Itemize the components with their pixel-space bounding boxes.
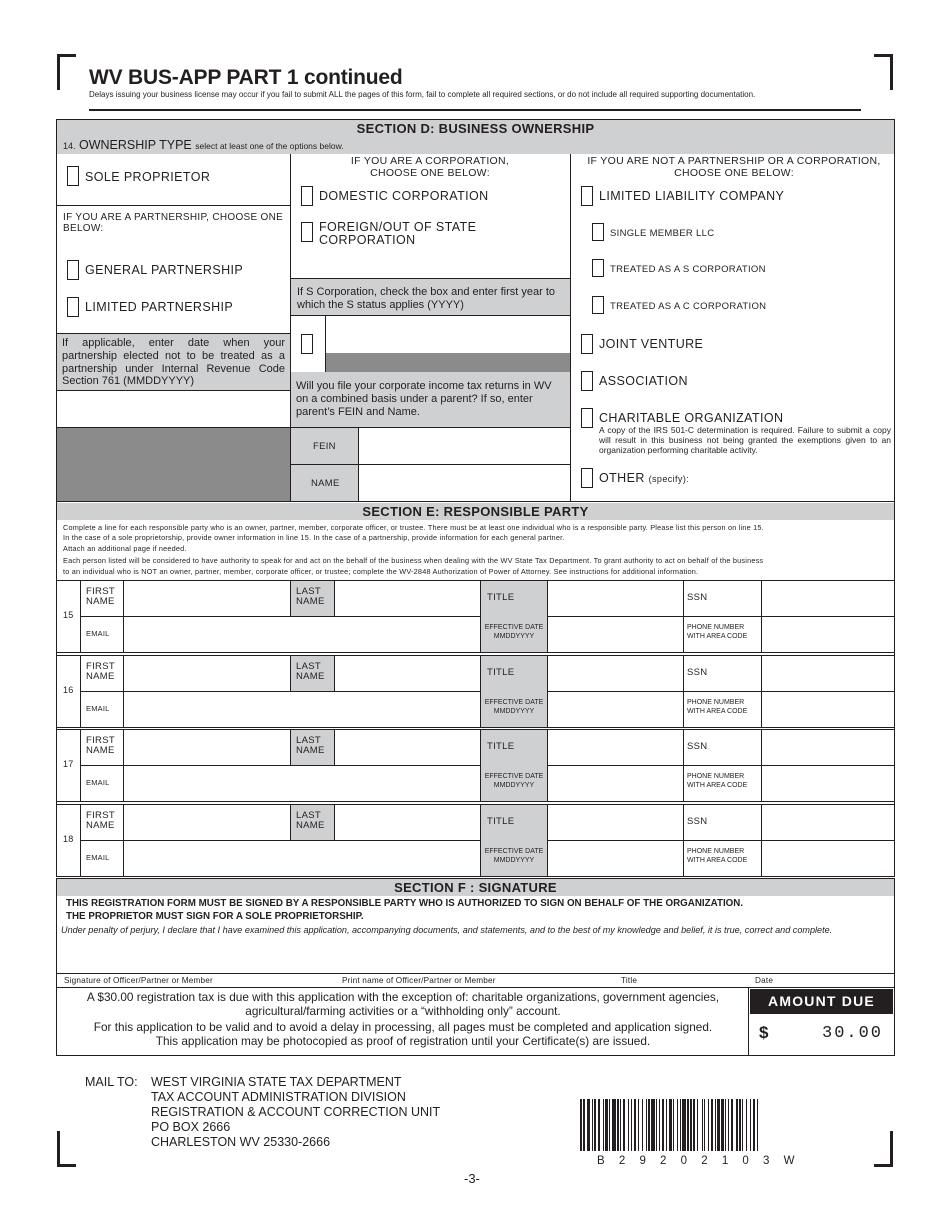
first-name-label-2: NAME: [86, 671, 115, 682]
email-input[interactable]: [124, 841, 480, 876]
barcode-bar: [583, 1099, 584, 1151]
party-row-number: 17: [63, 759, 74, 769]
ssn-label: SSN: [687, 741, 708, 752]
col1-shaded-block: [57, 428, 290, 501]
foreign-corp-label: FOREIGN/OUT OF STATE CORPORATION: [319, 220, 477, 247]
barcode-bar: [725, 1099, 726, 1151]
charitable-org-checkbox[interactable]: [581, 408, 593, 428]
ssn-label: SSN: [687, 816, 708, 827]
section-e-title: SECTION E: RESPONSIBLE PARTY: [57, 503, 894, 520]
domestic-corp-checkbox[interactable]: [301, 186, 313, 206]
corp-heading: IF YOU ARE A CORPORATION, CHOOSE ONE BELOW:: [350, 155, 510, 179]
effective-date-label-2: MMDDYYYY: [493, 857, 535, 864]
effective-date-input[interactable]: [548, 841, 683, 876]
parent-name-input[interactable]: [359, 465, 569, 501]
barcode-bar: [609, 1099, 610, 1151]
crop-mark-top-left: [57, 54, 76, 90]
barcode-bar: [598, 1099, 599, 1151]
title-label: Title: [621, 976, 638, 985]
email-input[interactable]: [124, 766, 480, 801]
general-partnership-checkbox[interactable]: [67, 260, 79, 280]
effective-date-label-1: EFFECTIVE DATE: [484, 624, 544, 631]
phone-input[interactable]: [762, 692, 893, 727]
ssn-label: SSN: [687, 667, 708, 678]
phone-input[interactable]: [762, 617, 893, 652]
effective-date-label-2: MMDDYYYY: [493, 782, 535, 789]
phone-label-2: WITH AREA CODE: [687, 708, 748, 715]
barcode-bar: [605, 1099, 607, 1151]
party-row-bottom-line: [57, 727, 894, 728]
first-name-label-2: NAME: [86, 596, 115, 607]
single-member-llc-checkbox[interactable]: [592, 223, 604, 241]
email-label: EMAIL: [86, 853, 110, 862]
barcode-bar: [587, 1099, 590, 1151]
llc-label: LIMITED LIABILITY COMPANY: [599, 189, 785, 203]
general-partnership-label: GENERAL PARTNERSHIP: [85, 263, 244, 277]
party-row-number: 16: [63, 685, 74, 695]
domestic-corp-label: DOMESTIC CORPORATION: [319, 189, 489, 203]
phone-label-2: WITH AREA CODE: [687, 633, 748, 640]
first-name-input[interactable]: [124, 805, 290, 840]
last-name-input[interactable]: [335, 581, 480, 616]
other-specify-input[interactable]: [690, 468, 890, 490]
question-hint: select at least one of the options below.: [195, 141, 344, 151]
treated-c-corp-checkbox[interactable]: [592, 296, 604, 314]
barcode-bar: [656, 1099, 657, 1151]
association-checkbox[interactable]: [581, 371, 593, 391]
last-name-label-1: LAST: [296, 810, 321, 821]
s-corp-note: If S Corporation, check the box and enter first year to which the S status applies (YYYY): [297, 286, 556, 311]
party-row-cell-divider: [80, 655, 81, 727]
section-d-col-divider-2: [570, 154, 571, 502]
association-label: ASSOCIATION: [599, 374, 688, 388]
last-name-label-1: LAST: [296, 735, 321, 746]
header-rule: [89, 109, 861, 111]
section-e-instructions-2: In the case of a sole proprietorship, provide owner information in line 15. In the case of a partnership, provide information for each general partner.: [63, 533, 565, 542]
barcode-bar: [651, 1099, 654, 1151]
last-name-label-2: NAME: [296, 671, 325, 682]
first-name-label-1: FIRST: [86, 586, 115, 597]
fein-input[interactable]: [359, 428, 569, 464]
charitable-org-label: CHARITABLE ORGANIZATION: [599, 411, 784, 425]
form-subtitle: Delays issuing your business license may occur if you fail to submit ALL the pages of this form, fail to complete all required sections, or do not include all required supporting documentation.: [89, 90, 756, 99]
partnership-heading: IF YOU ARE A PARTNERSHIP, CHOOSE ONE BELOW:: [63, 212, 284, 234]
barcode-bar: [728, 1099, 729, 1151]
phone-label-2: WITH AREA CODE: [687, 782, 748, 789]
phone-label-1: PHONE NUMBER: [687, 773, 745, 780]
barcode-bar: [690, 1099, 691, 1151]
email-input[interactable]: [124, 617, 480, 652]
party-row-cell-divider: [80, 580, 81, 652]
foreign-corp-checkbox[interactable]: [301, 222, 313, 242]
section-f-title: SECTION F : SIGNATURE: [57, 879, 894, 896]
title-input[interactable]: [548, 581, 683, 616]
sole-proprietor-checkbox[interactable]: [67, 166, 79, 186]
party-row-cell-divider: [80, 804, 81, 876]
limited-partnership-checkbox[interactable]: [67, 297, 79, 317]
partnership-date-note: If applicable, enter date when your partnership elected not to be treated as a partnership under Internal Revenue Code Section 761 (MMDDYYYY): [62, 337, 285, 388]
treated-s-corp-label: TREATED AS A S CORPORATION: [610, 264, 766, 275]
title-label: TITLE: [487, 667, 515, 678]
barcode-bar: [697, 1099, 698, 1151]
last-name-label-1: LAST: [296, 661, 321, 672]
barcode-bar: [693, 1099, 695, 1151]
party-row-cell-divider: [683, 580, 684, 652]
email-label: EMAIL: [86, 704, 110, 713]
barcode-bar: [631, 1099, 632, 1151]
combined-note: Will you file your corporate income tax returns in WV on a combined basis under a parent? If so, enter parent’s FEIN and Name.: [296, 380, 552, 418]
other-heading: IF YOU ARE NOT A PARTNERSHIP OR A CORPORATION, CHOOSE ONE BELOW:: [587, 155, 881, 179]
tax-note-4: This application may be photocopied as proof of registration until your Certificate(s) are issued.: [155, 1034, 651, 1048]
barcode-bar: [662, 1099, 664, 1151]
s-corp-year-input[interactable]: [326, 316, 569, 352]
section-f-bold-line-1: THIS REGISTRATION FORM MUST BE SIGNED BY A RESPONSIBLE PARTY WHO IS AUTHORIZED TO SIGN ON BEHALF OF THE ORGANIZATION.: [66, 898, 744, 909]
ssn-input[interactable]: [762, 581, 893, 616]
ssn-input[interactable]: [762, 805, 893, 840]
amount-due-header: AMOUNT DUE: [750, 989, 893, 1014]
section-f-bold-line-2: THE PROPRIETOR MUST SIGN FOR A SOLE PROPRIETORSHIP.: [66, 911, 364, 922]
tax-note-2: agricultural/farming activities or a “withholding only” account.: [245, 1004, 561, 1018]
party-row-bottom-line: [57, 876, 894, 877]
phone-label-2: WITH AREA CODE: [687, 857, 748, 864]
barcode-bar: [628, 1099, 629, 1151]
print-name-label: Print name of Officer/Partner or Member: [342, 976, 496, 985]
effective-date-input[interactable]: [548, 692, 683, 727]
last-name-label-2: NAME: [296, 745, 325, 756]
ssn-input[interactable]: [762, 730, 893, 765]
llc-checkbox[interactable]: [581, 186, 593, 206]
section-e-instructions-5: to an individual who is NOT an owner, partner, member, corporate officer, or trustee; complete the WV-2848 Authorization of Power of Attorney. See instructions for additional information.: [63, 567, 699, 576]
section-d-title: SECTION D: BUSINESS OWNERSHIP: [57, 120, 894, 137]
signature-label: Signature of Officer/Partner or Member: [64, 976, 213, 985]
title-input[interactable]: [548, 805, 683, 840]
single-member-llc-label: SINGLE MEMBER LLC: [610, 228, 715, 239]
title-label: TITLE: [487, 592, 515, 603]
amount-top-line: [57, 987, 894, 988]
col1-divider-a: [57, 205, 290, 206]
amount-value: 30.00: [822, 1024, 884, 1043]
title-input[interactable]: [548, 730, 683, 765]
mail-line-2: TAX ACCOUNT ADMINISTRATION DIVISION: [151, 1090, 406, 1104]
barcode-bar: [717, 1099, 720, 1151]
barcode-bar: [623, 1099, 625, 1151]
tax-note-1: A $30.00 registration tax is due with this application with the exception of: charitable organizations, government agencies,: [86, 990, 720, 1004]
last-name-input[interactable]: [335, 730, 480, 765]
parent-name-label: NAME: [311, 478, 340, 489]
other-text: OTHER: [599, 471, 645, 485]
barcode-bar: [680, 1099, 681, 1151]
treated-s-corp-checkbox[interactable]: [592, 259, 604, 277]
barcode-bar: [646, 1099, 647, 1151]
phone-input[interactable]: [762, 766, 893, 801]
joint-venture-label: JOINT VENTURE: [599, 337, 704, 351]
treated-c-corp-label: TREATED AS A C CORPORATION: [610, 301, 767, 312]
mail-line-3: REGISTRATION & ACCOUNT CORRECTION UNIT: [151, 1105, 441, 1119]
effective-date-input[interactable]: [548, 617, 683, 652]
ownership-type-label: [63, 138, 344, 152]
first-name-label-1: FIRST: [86, 661, 115, 672]
effective-date-label-1: EFFECTIVE DATE: [484, 773, 544, 780]
perjury-statement: Under penalty of perjury, I declare that I have examined this application, accompanying documents, and statements, and to the best of my knowledge and belief, it is true, correct and complete.: [61, 925, 833, 935]
effective-date-label-1: EFFECTIVE DATE: [484, 848, 544, 855]
question-label: OWNERSHIP TYPE: [79, 138, 192, 152]
barcode-text: B 2 9 2 0 2 1 0 3 W: [597, 1155, 800, 1167]
party-row-number: 15: [63, 610, 74, 620]
barcode-bar: [682, 1099, 685, 1151]
s-corp-shaded-strip: [326, 353, 570, 372]
phone-input[interactable]: [762, 841, 893, 876]
page-number: -3-: [464, 1171, 480, 1186]
title-label: TITLE: [487, 816, 515, 827]
crop-mark-top-right: [874, 54, 893, 90]
barcode-bar: [753, 1099, 755, 1151]
party-row-number: 18: [63, 834, 74, 844]
barcode-bar: [659, 1099, 660, 1151]
title-label: TITLE: [487, 741, 515, 752]
joint-venture-checkbox[interactable]: [581, 334, 593, 354]
barcode-bar: [746, 1099, 747, 1151]
party-row-cell-divider: [683, 655, 684, 727]
barcode-bar: [620, 1099, 621, 1151]
first-name-input[interactable]: [124, 730, 290, 765]
barcode-bar: [617, 1099, 619, 1151]
signature-input[interactable]: [58, 938, 892, 973]
first-name-label-1: FIRST: [86, 810, 115, 821]
party-row-cell-divider: [683, 729, 684, 801]
partnership-date-input[interactable]: [58, 391, 289, 427]
barcode-bar: [702, 1099, 703, 1151]
party-row-bottom-line: [57, 652, 894, 653]
effective-date-label-2: MMDDYYYY: [493, 708, 535, 715]
party-row-bottom-line: [57, 801, 894, 802]
barcode-bar: [704, 1099, 705, 1151]
amount-box-divider: [748, 988, 749, 1055]
fein-label: FEIN: [313, 441, 336, 452]
other-hint: (specify):: [648, 474, 690, 484]
first-name-label-2: NAME: [86, 820, 115, 831]
barcode-bar: [731, 1099, 733, 1151]
barcode-bar: [711, 1099, 713, 1151]
party-row-cell-divider: [683, 804, 684, 876]
phone-label-1: PHONE NUMBER: [687, 699, 745, 706]
form-title: WV BUS-APP PART 1 continued: [89, 66, 403, 89]
ssn-input[interactable]: [762, 656, 893, 691]
title-input[interactable]: [548, 656, 683, 691]
first-name-label-2: NAME: [86, 745, 115, 756]
first-name-input[interactable]: [124, 656, 290, 691]
email-label: EMAIL: [86, 629, 110, 638]
barcode-bar: [638, 1099, 639, 1151]
barcode-bar: [642, 1099, 643, 1151]
barcode-bar: [708, 1099, 709, 1151]
barcode-bar: [669, 1099, 672, 1151]
email-label: EMAIL: [86, 778, 110, 787]
last-name-input[interactable]: [335, 805, 480, 840]
barcode-bar: [721, 1099, 723, 1151]
barcode-bar: [673, 1099, 674, 1151]
limited-partnership-label: LIMITED PARTNERSHIP: [85, 300, 234, 314]
first-name-input[interactable]: [124, 581, 290, 616]
barcode-bar: [750, 1099, 751, 1151]
barcode-bar: [612, 1099, 615, 1151]
tax-note-3: For this application to be valid and to avoid a delay in processing, all pages must be completed and application signed.: [93, 1020, 713, 1034]
section-e-instructions-1: Complete a line for each responsible party who is an owner, partner, member, corporate officer, or trustee. There must be at least one individual who is a responsible party. Please list this person on line 15.: [63, 523, 764, 532]
ssn-label: SSN: [687, 592, 708, 603]
barcode-bar: [580, 1099, 582, 1151]
currency-symbol: $: [759, 1023, 769, 1042]
mail-to-label: MAIL TO:: [85, 1075, 138, 1089]
barcode-bar: [715, 1099, 716, 1151]
barcode-bar: [594, 1099, 596, 1151]
last-name-label-1: LAST: [296, 586, 321, 597]
section-e-instructions-4: Each person listed will be considered to have authority to speak for and act on the behalf of the business when dealing with the WV State Tax Department. To grant authority to act on behalf of the business: [63, 556, 764, 565]
phone-label-1: PHONE NUMBER: [687, 848, 745, 855]
effective-date-label-1: EFFECTIVE DATE: [484, 699, 544, 706]
signature-line: [57, 973, 894, 974]
barcode-bar: [736, 1099, 737, 1151]
barcode-bar: [742, 1099, 743, 1151]
barcode-bar: [634, 1099, 636, 1151]
effective-date-input[interactable]: [548, 766, 683, 801]
effective-date-label-2: MMDDYYYY: [493, 633, 535, 640]
barcode-bar: [603, 1099, 604, 1151]
barcode-bar: [648, 1099, 650, 1151]
barcode-bar: [687, 1099, 689, 1151]
barcode-bar: [739, 1099, 741, 1151]
other-label: [599, 471, 689, 485]
charitable-org-note: A copy of the IRS 501-C determination is required. Failure to submit a copy will result in this business not being granted the exemptions given to an organization performing charitable activity.: [599, 425, 891, 455]
barcode-bar: [757, 1099, 758, 1151]
barcode-bar: [677, 1099, 678, 1151]
sole-proprietor-label: SOLE PROPRIETOR: [85, 170, 211, 184]
barcode-bar: [592, 1099, 593, 1151]
other-checkbox[interactable]: [581, 468, 593, 488]
s-corp-checkbox[interactable]: [301, 334, 313, 354]
email-input[interactable]: [124, 692, 480, 727]
last-name-input[interactable]: [335, 656, 480, 691]
last-name-label-2: NAME: [296, 596, 325, 607]
section-e-instructions-3: Attach an additional page if needed.: [63, 544, 187, 553]
phone-label-1: PHONE NUMBER: [687, 624, 745, 631]
barcode-bar: [666, 1099, 667, 1151]
barcode: [580, 1099, 845, 1151]
first-name-label-1: FIRST: [86, 735, 115, 746]
question-number: 14.: [63, 141, 76, 151]
mail-line-1: WEST VIRGINIA STATE TAX DEPARTMENT: [151, 1075, 402, 1089]
crop-mark-bottom-left: [57, 1131, 76, 1167]
mail-line-4: PO BOX 2666: [151, 1120, 231, 1134]
date-label: Date: [755, 976, 774, 985]
mail-line-5: CHARLESTON WV 25330-2666: [151, 1135, 331, 1149]
party-row-cell-divider: [80, 729, 81, 801]
crop-mark-bottom-right: [874, 1131, 893, 1167]
last-name-label-2: NAME: [296, 820, 325, 831]
